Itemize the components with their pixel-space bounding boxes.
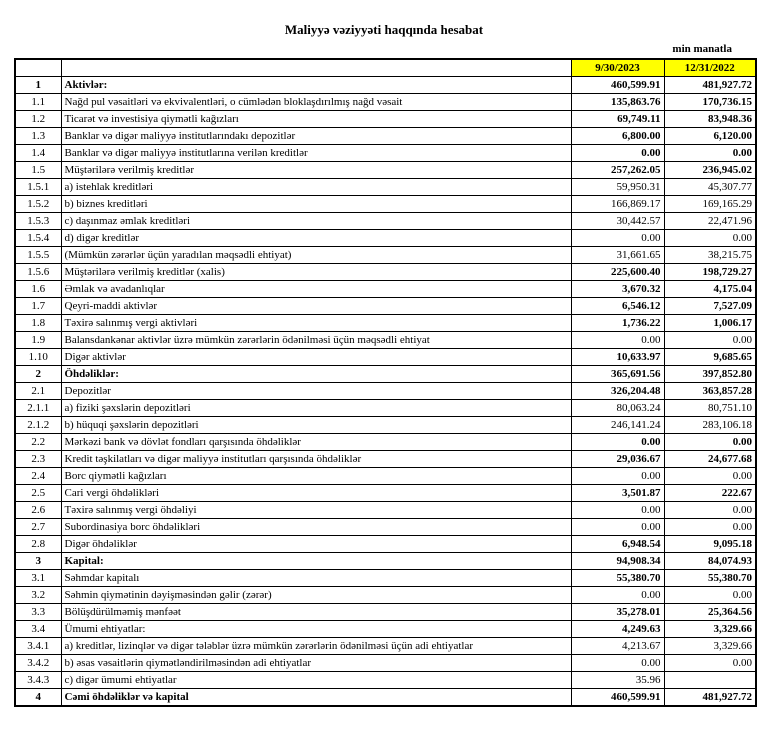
row-number: 1.5.5 xyxy=(15,247,61,264)
table-row xyxy=(15,502,756,519)
value-period-2: 222.67 xyxy=(664,485,756,502)
value-period-1: 0.00 xyxy=(571,468,664,485)
row-number: 1.5.6 xyxy=(15,264,61,281)
value-period-1: 0.00 xyxy=(571,587,664,604)
value-period-2: 22,471.96 xyxy=(664,213,756,230)
value-period-1: 365,691.56 xyxy=(571,366,664,383)
value-period-2: 3,329.66 xyxy=(664,621,756,638)
row-label: Banklar və digər maliyyə institutlarındakı depozitlər xyxy=(61,128,571,145)
value-period-2: 38,215.75 xyxy=(664,247,756,264)
row-number: 2.4 xyxy=(15,468,61,485)
value-period-2: 283,106.18 xyxy=(664,417,756,434)
value-period-1: 94,908.34 xyxy=(571,553,664,570)
report-title: Maliyyə vəziyyəti haqqında hesabat xyxy=(284,22,484,37)
table-row xyxy=(15,383,756,400)
row-label: Öhdəliklər: xyxy=(61,366,571,383)
row-label: Səhmdar kapitalı xyxy=(61,570,571,587)
row-number: 1.5.4 xyxy=(15,230,61,247)
value-period-2: 4,175.04 xyxy=(664,281,756,298)
row-label: Ticarət və investisiya qiymətli kağızları xyxy=(61,111,571,128)
value-period-1: 246,141.24 xyxy=(571,417,664,434)
value-period-2: 170,736.15 xyxy=(664,94,756,111)
table-row xyxy=(15,638,756,655)
row-number: 2.1.1 xyxy=(15,400,61,417)
table-row xyxy=(15,655,756,672)
value-period-1: 0.00 xyxy=(571,519,664,536)
table-row xyxy=(15,536,756,553)
table-row xyxy=(15,366,756,383)
table-row xyxy=(15,468,756,485)
table-row xyxy=(15,298,756,315)
row-label: Səhmin qiymətinin dəyişməsindən gəlir (zərər) xyxy=(61,587,571,604)
row-number: 1.10 xyxy=(15,349,61,366)
row-label: b) biznes kreditləri xyxy=(61,196,571,213)
row-label: Müştərilərə verilmiş kreditlər xyxy=(61,162,571,179)
row-label: Əmlak və avadanlıqlar xyxy=(61,281,571,298)
value-period-2: 0.00 xyxy=(664,587,756,604)
table-row xyxy=(15,434,756,451)
value-period-1: 225,600.40 xyxy=(571,264,664,281)
row-number: 2.2 xyxy=(15,434,61,451)
row-number: 3.4.3 xyxy=(15,672,61,689)
table-row xyxy=(15,94,756,111)
table-row xyxy=(15,128,756,145)
value-period-1: 326,204.48 xyxy=(571,383,664,400)
value-period-2: 0.00 xyxy=(664,145,756,162)
value-period-2: 0.00 xyxy=(664,434,756,451)
value-period-1: 3,670.32 xyxy=(571,281,664,298)
value-period-2: 55,380.70 xyxy=(664,570,756,587)
table-row xyxy=(15,264,756,281)
row-number: 2.7 xyxy=(15,519,61,536)
row-number: 1.5.2 xyxy=(15,196,61,213)
row-number: 3.1 xyxy=(15,570,61,587)
value-period-2: 7,527.09 xyxy=(664,298,756,315)
row-label: Qeyri-maddi aktivlər xyxy=(61,298,571,315)
table-row xyxy=(15,485,756,502)
value-period-1: 460,599.91 xyxy=(571,77,664,94)
value-period-1: 257,262.05 xyxy=(571,162,664,179)
value-period-2: 83,948.36 xyxy=(664,111,756,128)
table-row xyxy=(15,111,756,128)
row-number: 1.1 xyxy=(15,94,61,111)
row-label: b) hüquqi şəxslərin depozitləri xyxy=(61,417,571,434)
row-label: a) fiziki şəxslərin depozitləri xyxy=(61,400,571,417)
value-period-2: 0.00 xyxy=(664,230,756,247)
value-period-1: 0.00 xyxy=(571,434,664,451)
column-header-period-2: 12/31/2022 xyxy=(664,59,756,77)
value-period-1: 35.96 xyxy=(571,672,664,689)
value-period-1: 166,869.17 xyxy=(571,196,664,213)
value-period-2: 6,120.00 xyxy=(664,128,756,145)
table-row xyxy=(15,570,756,587)
row-label: Nağd pul vəsaitləri və ekvivalentləri, o cümlədən bloklaşdırılmış nağd vəsait xyxy=(61,94,571,111)
row-number: 1.6 xyxy=(15,281,61,298)
row-label: Banklar və digər maliyyə institutlarına verilən kreditlər xyxy=(61,145,571,162)
value-period-1: 0.00 xyxy=(571,332,664,349)
row-label: Balansdankənar aktivlər üzrə mümkün zərərlərin ödənilməsi üçün məqsədli ehtiyat xyxy=(61,332,571,349)
value-period-2: 397,852.80 xyxy=(664,366,756,383)
row-label: Müştərilərə verilmiş kreditlər (xalis) xyxy=(61,264,571,281)
value-period-1: 6,546.12 xyxy=(571,298,664,315)
table-row xyxy=(15,315,756,332)
value-period-2: 0.00 xyxy=(664,655,756,672)
value-period-1: 0.00 xyxy=(571,655,664,672)
row-number: 1.5.1 xyxy=(15,179,61,196)
row-number: 1.4 xyxy=(15,145,61,162)
row-label: a) istehlak kreditləri xyxy=(61,179,571,196)
table-row xyxy=(15,621,756,638)
table-row xyxy=(15,162,756,179)
value-period-2: 25,364.56 xyxy=(664,604,756,621)
column-header-period-1: 9/30/2023 xyxy=(571,59,664,77)
row-label: b) əsas vəsaitlərin qiymətləndirilməsindən adi ehtiyatlar xyxy=(61,655,571,672)
value-period-1: 0.00 xyxy=(571,230,664,247)
value-period-1: 29,036.67 xyxy=(571,451,664,468)
row-number: 3.4.1 xyxy=(15,638,61,655)
unit-note: min manatla xyxy=(672,43,732,55)
value-period-1: 4,249.63 xyxy=(571,621,664,638)
value-period-2: 481,927.72 xyxy=(664,77,756,94)
row-label: Depozitlər xyxy=(61,383,571,400)
row-label: Bölüşdürülməmiş mənfəət xyxy=(61,604,571,621)
table-row xyxy=(15,604,756,621)
value-period-1: 55,380.70 xyxy=(571,570,664,587)
value-period-2: 24,677.68 xyxy=(664,451,756,468)
value-period-2: 198,729.27 xyxy=(664,264,756,281)
header-empty-num xyxy=(15,59,61,77)
row-label: Ümumi ehtiyatlar: xyxy=(61,621,571,638)
row-label: Təxirə salınmış vergi aktivləri xyxy=(61,315,571,332)
row-number: 3.4.2 xyxy=(15,655,61,672)
value-period-1: 35,278.01 xyxy=(571,604,664,621)
row-label: Cəmi öhdəliklər və kapital xyxy=(61,689,571,707)
value-period-2: 9,685.65 xyxy=(664,349,756,366)
row-number: 1.9 xyxy=(15,332,61,349)
row-label: Digər öhdəliklər xyxy=(61,536,571,553)
value-period-1: 80,063.24 xyxy=(571,400,664,417)
table-row xyxy=(15,417,756,434)
row-label: Digər aktivlər xyxy=(61,349,571,366)
row-number: 2 xyxy=(15,366,61,383)
table-row xyxy=(15,230,756,247)
value-period-2: 84,074.93 xyxy=(664,553,756,570)
value-period-1: 0.00 xyxy=(571,502,664,519)
value-period-1: 6,948.54 xyxy=(571,536,664,553)
row-number: 2.8 xyxy=(15,536,61,553)
table-row xyxy=(15,281,756,298)
table-row xyxy=(15,587,756,604)
row-label: Kapital: xyxy=(61,553,571,570)
table-body xyxy=(15,77,756,707)
value-period-2: 236,945.02 xyxy=(664,162,756,179)
table-row xyxy=(15,145,756,162)
row-number: 1.2 xyxy=(15,111,61,128)
row-number: 1 xyxy=(15,77,61,94)
row-number: 1.3 xyxy=(15,128,61,145)
row-number: 1.5.3 xyxy=(15,213,61,230)
value-period-2: 9,095.18 xyxy=(664,536,756,553)
value-period-2: 481,927.72 xyxy=(664,689,756,707)
value-period-1: 460,599.91 xyxy=(571,689,664,707)
row-label: Cari vergi öhdəlikləri xyxy=(61,485,571,502)
value-period-1: 1,736.22 xyxy=(571,315,664,332)
row-number: 2.5 xyxy=(15,485,61,502)
value-period-2: 80,751.10 xyxy=(664,400,756,417)
value-period-2: 0.00 xyxy=(664,468,756,485)
row-number: 1.8 xyxy=(15,315,61,332)
value-period-2: 3,329.66 xyxy=(664,638,756,655)
row-label: (Mümkün zərərlər üçün yaradılan məqsədli ehtiyat) xyxy=(61,247,571,264)
table-row xyxy=(15,77,756,94)
value-period-1: 30,442.57 xyxy=(571,213,664,230)
table-row xyxy=(15,196,756,213)
table-row xyxy=(15,349,756,366)
row-number: 2.1 xyxy=(15,383,61,400)
value-period-1: 59,950.31 xyxy=(571,179,664,196)
value-period-1: 10,633.97 xyxy=(571,349,664,366)
value-period-1: 135,863.76 xyxy=(571,94,664,111)
table-row xyxy=(15,451,756,468)
value-period-2: 0.00 xyxy=(664,332,756,349)
table-row xyxy=(15,179,756,196)
row-label: c) daşınmaz əmlak kreditləri xyxy=(61,213,571,230)
header-empty-label xyxy=(61,59,571,77)
row-label: Subordinasiya borc öhdəlikləri xyxy=(61,519,571,536)
value-period-1: 69,749.11 xyxy=(571,111,664,128)
row-number: 1.7 xyxy=(15,298,61,315)
row-label: a) kreditlər, lizinqlər və digər tələblər üzrə mümkün zərərlərin ödənilməsi üçün adi ehtiyatlar xyxy=(61,638,571,655)
value-period-1: 3,501.87 xyxy=(571,485,664,502)
table-row xyxy=(15,689,756,707)
value-period-1: 6,800.00 xyxy=(571,128,664,145)
table-row xyxy=(15,553,756,570)
row-number: 2.3 xyxy=(15,451,61,468)
financial-table xyxy=(14,58,757,707)
table-row xyxy=(15,213,756,230)
row-number: 3.3 xyxy=(15,604,61,621)
row-label: Mərkəzi bank və dövlət fondları qarşısında öhdəliklər xyxy=(61,434,571,451)
table-row xyxy=(15,672,756,689)
row-number: 3.2 xyxy=(15,587,61,604)
row-number: 2.6 xyxy=(15,502,61,519)
row-number: 2.1.2 xyxy=(15,417,61,434)
row-label: Borc qiymətli kağızları xyxy=(61,468,571,485)
value-period-1: 0.00 xyxy=(571,145,664,162)
row-number: 3.4 xyxy=(15,621,61,638)
row-label: Aktivlər: xyxy=(61,77,571,94)
value-period-2: 0.00 xyxy=(664,519,756,536)
table-row xyxy=(15,332,756,349)
value-period-2: 0.00 xyxy=(664,502,756,519)
value-period-2: 169,165.29 xyxy=(664,196,756,213)
table-row xyxy=(15,247,756,264)
table-row xyxy=(15,400,756,417)
value-period-2: 1,006.17 xyxy=(664,315,756,332)
value-period-2: 45,307.77 xyxy=(664,179,756,196)
table-row xyxy=(15,519,756,536)
value-period-1: 31,661.65 xyxy=(571,247,664,264)
row-label: Kredit təşkilatları və digər maliyyə institutları qarşısında öhdəliklər xyxy=(61,451,571,468)
row-number: 4 xyxy=(15,689,61,707)
value-period-1: 4,213.67 xyxy=(571,638,664,655)
row-number: 3 xyxy=(15,553,61,570)
row-number: 1.5 xyxy=(15,162,61,179)
row-label: d) digər kreditlər xyxy=(61,230,571,247)
row-label: c) digər ümumi ehtiyatlar xyxy=(61,672,571,689)
header-row xyxy=(15,59,756,77)
value-period-2: 363,857.28 xyxy=(664,383,756,400)
row-label: Təxirə salınmış vergi öhdəliyi xyxy=(61,502,571,519)
value-period-2 xyxy=(664,672,756,689)
